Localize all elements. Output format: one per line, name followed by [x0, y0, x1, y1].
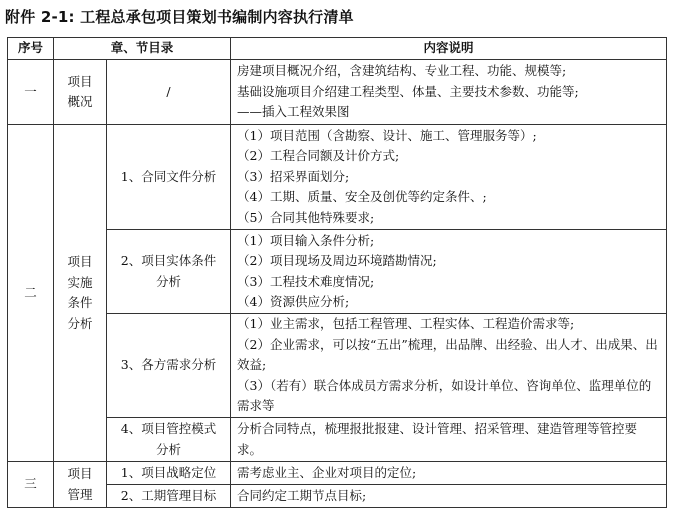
section-label-line: 4、项目管控模式: [120, 421, 217, 436]
chapter-name-line: 条件: [67, 295, 93, 310]
chapter-name-line: 项目: [67, 466, 93, 481]
content-line: （3）（若有）联合体成员方需求分析，如设计单位、咨询单位、监理单位的需求等: [237, 377, 652, 414]
header-content: 内容说明: [231, 38, 667, 60]
content-line: （4）资源供应分析;: [237, 294, 350, 309]
section-label: 1、合同文件分析: [107, 125, 231, 230]
content-line: 合同约定工期节点目标;: [237, 487, 367, 503]
section-label: [107, 230, 231, 314]
content-line: ——插入工程效果图: [237, 104, 350, 120]
content-line: （5）合同其他特殊要求;: [237, 209, 375, 225]
section-label-line: 2、项目实体条件: [120, 253, 217, 268]
chapter-name-line: 管理: [67, 486, 93, 502]
section-label: 1、项目战略定位: [107, 462, 231, 485]
page-title: 附件 2-1: 工程总承包项目策划书编制内容执行清单: [5, 8, 354, 26]
chapter-name-line: 实施: [67, 274, 93, 290]
content-description: [231, 485, 667, 508]
content-line: 分析合同特点，梳理报批报建、设计管理、招采管理、建造管理等管控要求。: [237, 421, 638, 457]
table-row: [8, 418, 667, 462]
table-row: [8, 125, 667, 230]
header-seq: 序号: [8, 38, 54, 60]
chapter-name-line: 项目: [67, 73, 93, 89]
row-chapter-name: [54, 60, 107, 125]
table-row: [8, 60, 667, 125]
chapter-name-line: 概况: [67, 94, 93, 109]
content-line: （2）企业需求，可以按“五出”梳理，出品牌、出经验、出人才、出成果、出效益;: [237, 336, 658, 373]
content-line: （1）项目输入条件分析;: [237, 232, 375, 248]
chapter-name-line: 分析: [67, 315, 93, 331]
table-row: [8, 230, 667, 314]
row-seq: 一: [8, 60, 54, 125]
content-line: （4）工期、质量、安全及创优等约定条件、;: [237, 189, 487, 205]
content-line: 需考虑业主、企业对项目的定位;: [237, 464, 417, 480]
row-seq: 二: [8, 125, 54, 462]
header-chapter: 章、节目录: [54, 38, 231, 60]
content-description: [231, 418, 667, 462]
content-description: [231, 462, 667, 485]
table-row: [8, 462, 667, 485]
table-row: [8, 485, 667, 508]
section-label-line: 分析: [156, 441, 182, 457]
content-line: （3）工程技术难度情况;: [237, 273, 375, 289]
content-description: [231, 125, 667, 230]
row-chapter-name: [54, 462, 107, 508]
content-line: （1）项目范围（含勘察、设计、施工、管理服务等）;: [237, 127, 537, 143]
chapter-name-line: 项目: [67, 254, 93, 269]
row-chapter-name: [54, 125, 107, 462]
content-line: 房建项目概况介绍，含建筑结构、专业工程、功能、规模等;: [237, 63, 567, 79]
section-label: [107, 418, 231, 462]
row-seq: 三: [8, 462, 54, 508]
header-row: [8, 38, 667, 60]
content-line: （3）招采界面划分;: [237, 168, 350, 184]
section-label-line: 分析: [156, 273, 182, 289]
content-line: （2）工程合同额及计价方式;: [237, 148, 400, 164]
content-line: （2）项目现场及周边环境踏勘情况;: [237, 253, 437, 268]
content-line: （1）业主需求，包括工程管理、工程实体、工程造价需求等;: [237, 316, 575, 332]
section-label: 3、各方需求分析: [107, 314, 231, 418]
content-description: [231, 60, 667, 125]
execution-checklist-table: [7, 37, 667, 508]
section-label: /: [107, 60, 231, 125]
table-row: [8, 314, 667, 418]
content-line: 基础设施项目介绍建工程类型、体量、主要技术参数、功能等;: [237, 83, 579, 99]
content-description: [231, 314, 667, 418]
section-label: 2、工期管理目标: [107, 485, 231, 508]
content-description: [231, 230, 667, 314]
